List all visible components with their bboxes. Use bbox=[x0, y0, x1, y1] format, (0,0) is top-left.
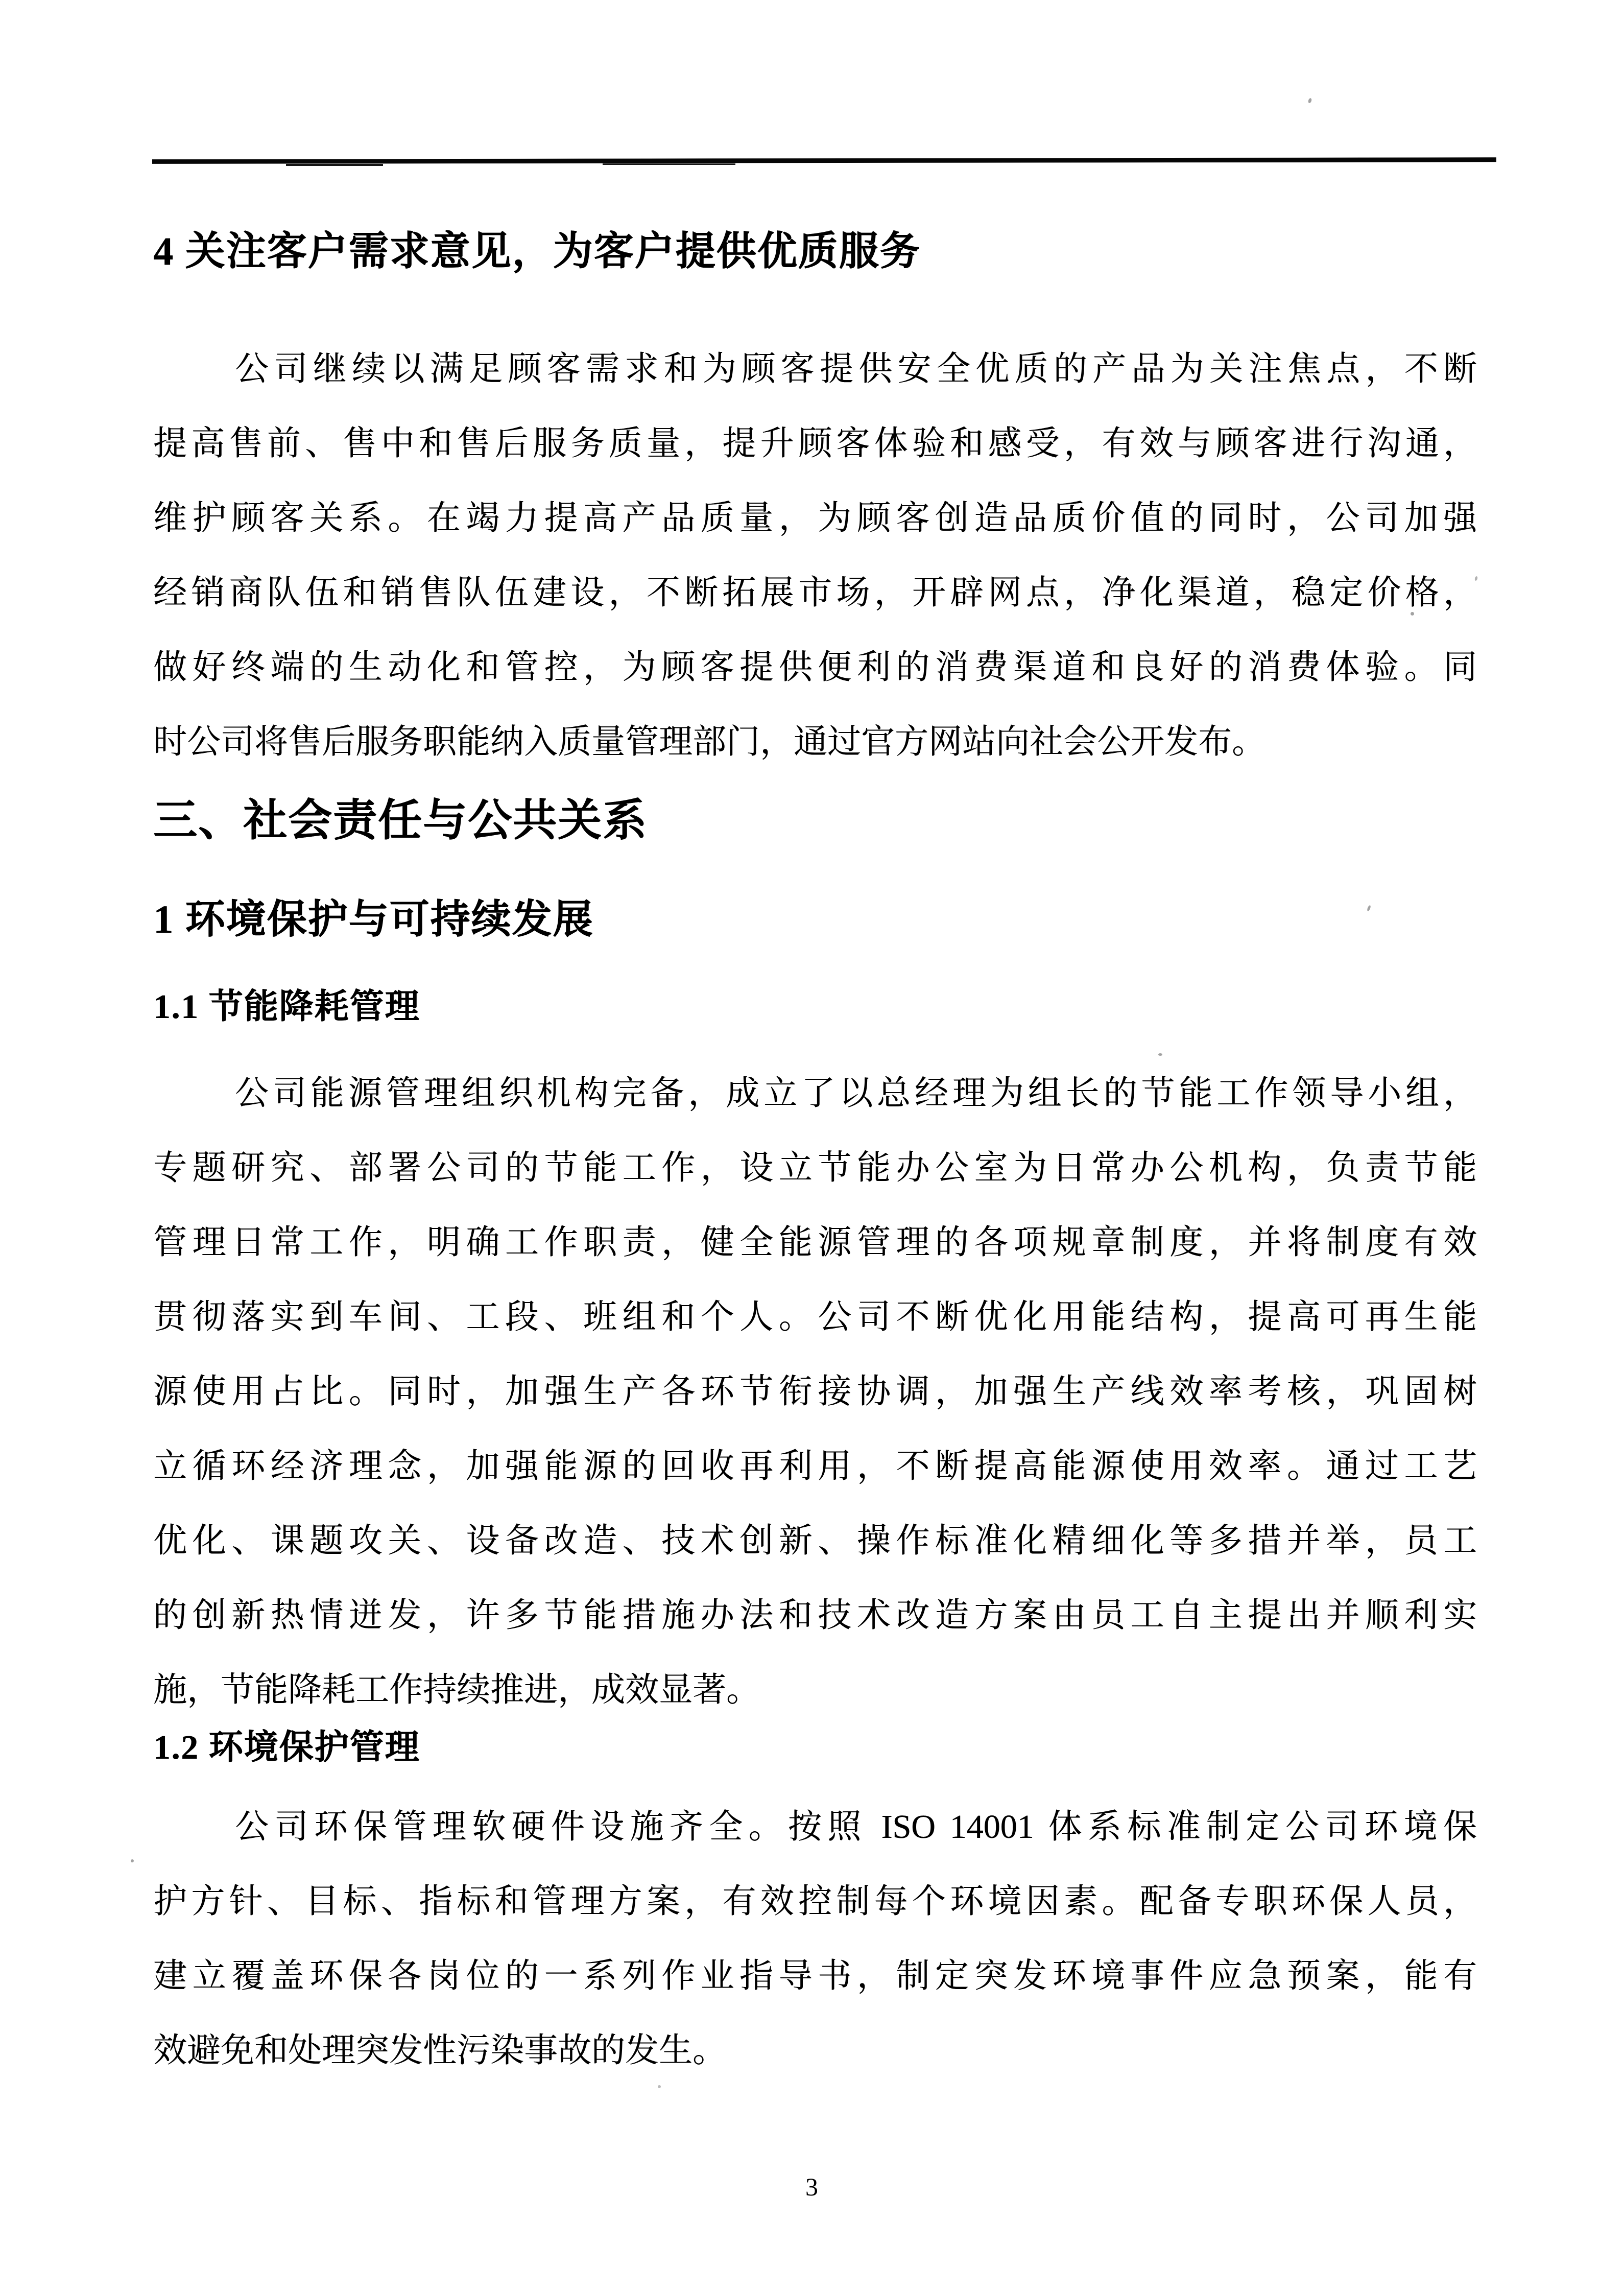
scan-speck bbox=[131, 1859, 134, 1862]
scan-speck bbox=[1411, 612, 1414, 616]
heading-1-1-energy-saving: 1.1 节能降耗管理 bbox=[153, 988, 420, 1026]
page-number: 3 bbox=[805, 2172, 819, 2201]
heading-section-4-customer-service: 4 关注客户需求意见，为客户提供优质服务 bbox=[153, 229, 921, 273]
body-line: 管理日常工作，明确工作职责，健全能源管理的各项规章制度，并将制度有效 bbox=[153, 1224, 1477, 1261]
heading-part-3-social-responsibility: 三、社会责任与公共关系 bbox=[153, 796, 648, 845]
body-line: 的创新热情迸发，许多节能措施办法和技术改造方案由员工自主提出并顺利实 bbox=[153, 1597, 1477, 1634]
scan-speck bbox=[658, 2085, 661, 2088]
body-line: 优化、课题攻关、设备改造、技术创新、操作标准化精细化等多措并举，员工 bbox=[153, 1522, 1477, 1559]
body-line: 经销商队伍和销售队伍建设，不断拓展市场，开辟网点，净化渠道，稳定价格， bbox=[153, 574, 1477, 611]
scan-speck bbox=[1367, 905, 1371, 912]
body-line: 护方针、目标、指标和管理方案，有效控制每个环境因素。配备专职环保人员， bbox=[153, 1883, 1477, 1920]
header-rule bbox=[152, 157, 1496, 164]
body-line: 时公司将售后服务职能纳入质量管理部门，通过官方网站向社会公开发布。 bbox=[153, 723, 1265, 761]
scan-speck bbox=[1158, 1053, 1162, 1056]
heading-1-2-environment-protection: 1.2 环境保护管理 bbox=[153, 1729, 420, 1766]
scan-artifact bbox=[603, 163, 735, 165]
body-line: 提高售前、售中和售后服务质量，提升顾客体验和感受，有效与顾客进行沟通， bbox=[153, 425, 1477, 462]
body-line: 源使用占比。同时，加强生产各环节衔接协调，加强生产线效率考核，巩固树 bbox=[153, 1373, 1477, 1410]
body-line: 施，节能降耗工作持续推进，成效显著。 bbox=[153, 1671, 760, 1709]
body-line: 公司环保管理软硬件设施齐全。按照 ISO 14001 体系标准制定公司环境保 bbox=[235, 1808, 1477, 1846]
body-line: 效避免和处理突发性污染事故的发生。 bbox=[153, 2032, 726, 2069]
scan-speck bbox=[1308, 98, 1312, 103]
body-line: 建立覆盖环保各岗位的一系列作业指导书，制定突发环境事件应急预案，能有 bbox=[153, 1957, 1477, 1995]
body-line: 立循环经济理念，加强能源的回收再利用，不断提高能源使用效率。通过工艺 bbox=[153, 1448, 1477, 1485]
paragraph-energy-saving bbox=[153, 1056, 1477, 1728]
body-line: 做好终端的生动化和管控，为顾客提供便利的消费渠道和良好的消费体验。同 bbox=[153, 649, 1477, 686]
body-line: 公司能源管理组织机构完备，成立了以总经理为组长的节能工作领导小组， bbox=[235, 1075, 1477, 1112]
scan-speck bbox=[1474, 576, 1478, 581]
heading-1-environment-sustainability: 1 环境保护与可持续发展 bbox=[153, 897, 594, 941]
body-line: 公司继续以满足顾客需求和为顾客提供安全优质的产品为关注焦点，不断 bbox=[235, 350, 1477, 388]
scan-artifact bbox=[286, 164, 383, 166]
body-line: 专题研究、部署公司的节能工作，设立节能办公室为日常办公机构，负责节能 bbox=[153, 1149, 1477, 1187]
paragraph-customer-service bbox=[153, 332, 1477, 779]
body-line: 维护顾客关系。在竭力提高产品质量，为顾客创造品质价值的同时，公司加强 bbox=[153, 500, 1477, 537]
body-line: 贯彻落实到车间、工段、班组和个人。公司不断优化用能结构，提高可再生能 bbox=[153, 1298, 1477, 1336]
paragraph-environment-protection bbox=[153, 1790, 1477, 2088]
